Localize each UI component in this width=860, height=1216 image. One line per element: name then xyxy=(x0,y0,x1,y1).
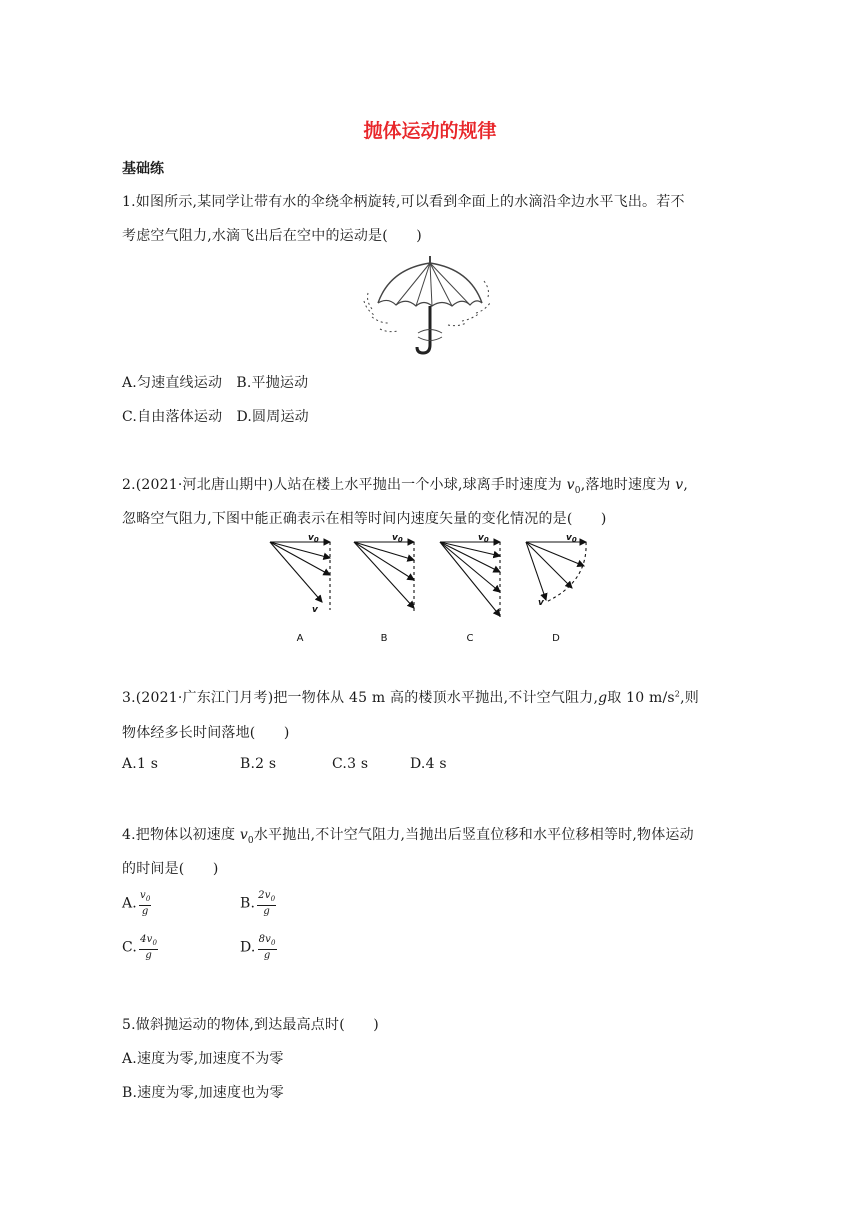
fraction: $\frac{2v_0}{g}$ xyxy=(258,890,276,917)
q2-stem-line1 xyxy=(122,474,688,496)
svg-text:v0: $v_0$ xyxy=(308,533,319,544)
q2-stem-line2: 忽略空气阻力,下图中能正确表示在相等时间内速度矢量的变化情况的是( ) xyxy=(122,511,607,527)
umbrella-figure xyxy=(362,253,492,363)
q4-stem-text-b: 水平抛出,不计空气阻力,当抛出后竖直位移和水平位移相等时,物体运动 xyxy=(253,827,694,843)
q2-stem-text-c: , xyxy=(683,477,688,493)
q2-v-symbol: v xyxy=(675,477,684,493)
q3-stem-text-a: 3.(2021·广东江门月考)把一物体从 45 m 高的楼顶水平抛出,不计空气阻力, xyxy=(122,690,599,706)
q2-stem-text-b: ,落地时速度为 xyxy=(580,477,676,493)
diagram-b xyxy=(354,542,414,614)
q4-option-c: C. $\frac{4v_0}{g}$ xyxy=(122,934,158,961)
q5-stem: 5.做斜抛运动的物体,到达最高点时( ) xyxy=(122,1017,379,1033)
fraction: $\frac{4v_0}{g}$ xyxy=(140,934,158,961)
q1-stem-line1: 1.如图所示,某同学让带有水的伞绕伞柄旋转,可以看到伞面上的水滴沿伞边水平飞出。若不 xyxy=(122,194,685,210)
svg-text:v0: $v_0$ xyxy=(566,533,577,544)
svg-text:v0: $v_0$ xyxy=(478,533,489,544)
q4-option-d: D. $\frac{8v_0}{g}$ xyxy=(240,934,276,961)
q3-stem-text-b: 取 10 m/s xyxy=(607,690,675,706)
q1-stem-line2: 考虑空气阻力,水滴飞出后在空中的运动是( ) xyxy=(122,228,422,244)
page-title: 抛体运动的规律 xyxy=(363,120,497,142)
q5-option-b: B.速度为零,加速度也为零 xyxy=(122,1085,284,1101)
section-heading: 基础练 xyxy=(122,161,164,177)
svg-text:v0: $v_0$ xyxy=(392,533,403,544)
q2-stem-text-a: 2.(2021·河北唐山期中)人站在楼上水平抛出一个小球,球离手时速度为 xyxy=(122,477,567,493)
fraction: $\frac{v_0}{g}$ xyxy=(139,890,151,917)
q1-options-row2: C.自由落体运动 D.圆周运动 xyxy=(122,409,309,425)
q1-options-row1: A.匀速直线运动 B.平抛运动 xyxy=(122,375,309,391)
diagram-label-a: A xyxy=(296,633,304,644)
q5-option-a: A.速度为零,加速度不为零 xyxy=(122,1051,284,1067)
diagram-a-v-label: v xyxy=(312,605,318,615)
velocity-vector-diagrams xyxy=(262,530,602,650)
q3-option-a: A.1 s xyxy=(122,756,159,772)
q3-option-b: B.2 s xyxy=(240,756,277,772)
q4-stem-text-a: 4.把物体以初速度 xyxy=(122,827,240,843)
q2-v0-sub: 0 xyxy=(574,485,581,496)
q4-v0-sub: 0 xyxy=(247,835,254,846)
q4-stem-line1 xyxy=(122,824,694,846)
q3-option-d: D.4 s xyxy=(410,756,447,772)
diagram-c xyxy=(440,542,500,618)
q3-option-c: C.3 s xyxy=(332,756,369,772)
fraction: $\frac{8v_0}{g}$ xyxy=(258,934,276,961)
diagram-d xyxy=(526,542,586,602)
diagram-a xyxy=(270,542,330,610)
q4-option-a: A. $\frac{v_0}{g}$ xyxy=(122,890,151,917)
diagram-label-b: B xyxy=(380,633,388,644)
diagram-label-d: D xyxy=(552,633,560,644)
diagram-d-v-label: v xyxy=(538,598,544,608)
q4-option-b: B. $\frac{2v_0}{g}$ xyxy=(240,890,276,917)
q4-stem-line2: 的时间是( ) xyxy=(122,861,219,877)
q3-stem-text-c: ,则 xyxy=(680,690,699,706)
q4-v0-symbol: v xyxy=(239,827,248,843)
diagram-label-c: C xyxy=(466,633,474,644)
q3-stem-line1 xyxy=(122,687,699,707)
q2-v0-symbol: v xyxy=(566,477,575,493)
q3-unit-sup: 2 xyxy=(674,689,681,699)
q3-g-symbol: g xyxy=(598,690,608,706)
q3-stem-line2: 物体经多长时间落地( ) xyxy=(122,725,290,741)
